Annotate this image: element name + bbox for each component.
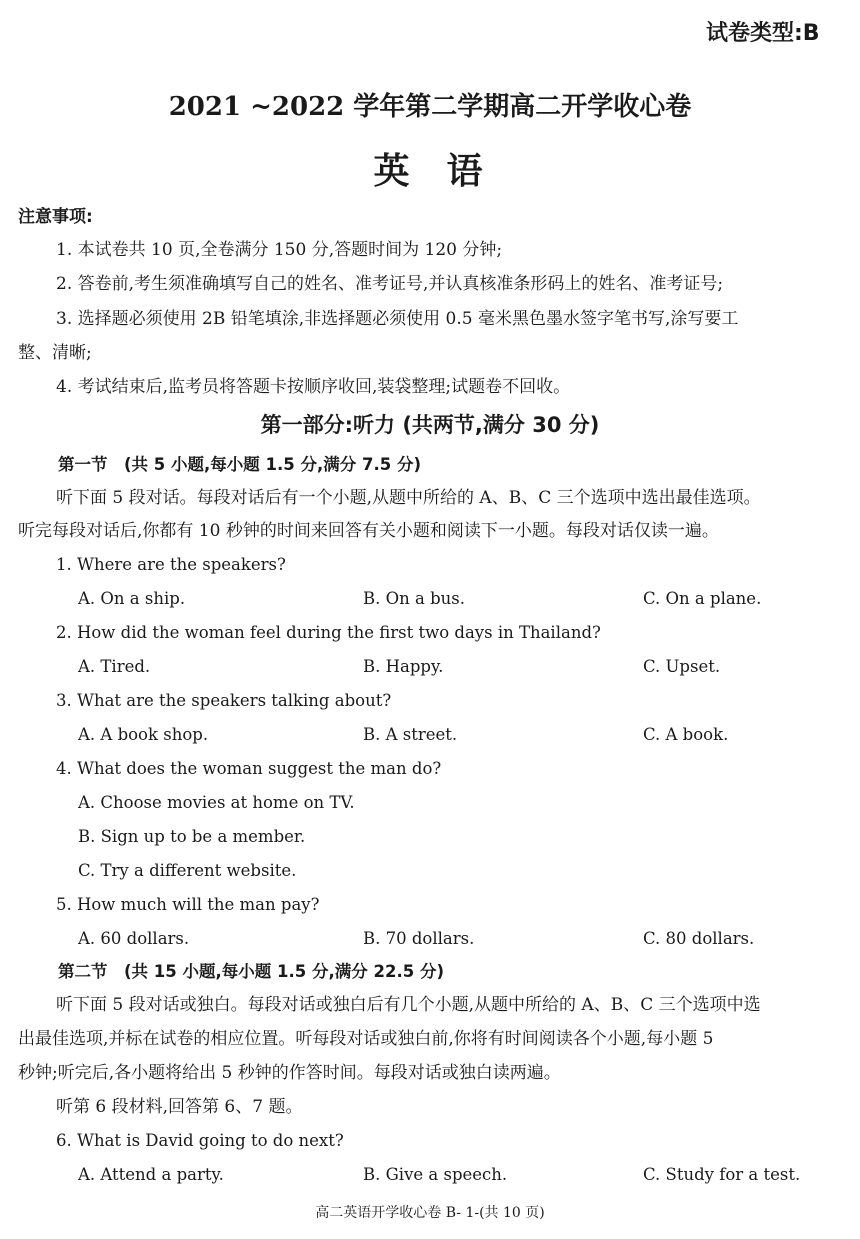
question-2-stem: 2. How did the woman feel during the first two days in Thailand?	[56, 623, 601, 642]
question-5-option-a: A. 60 dollars.	[78, 929, 190, 948]
notice-item-4: 4. 考试结束后,监考员将答题卡按顺序收回,装袋整理;试题卷不回收。	[56, 377, 571, 397]
section1-instruction-1: 听下面 5 段对话。每段对话后有一个小题,从题中所给的 A、B、C 三个选项中选出最佳选项。	[56, 488, 761, 508]
question-3-option-c: C. A book.	[643, 725, 729, 744]
question-6-option-b: B. Give a speech.	[363, 1165, 508, 1184]
section2-title: 第二节 (共 15 小题,每小题 1.5 分,满分 22.5 分)	[58, 962, 444, 981]
question-4-option-a: A. Choose movies at home on TV.	[78, 793, 355, 812]
question-5-stem: 5. How much will the man pay?	[56, 895, 320, 914]
notice-item-1: 1. 本试卷共 10 页,全卷满分 150 分,答题时间为 120 分钟;	[56, 240, 503, 260]
question-2-option-a: A. Tired.	[78, 657, 151, 676]
question-4-option-c: C. Try a different website.	[78, 861, 297, 880]
section2-instruction-2: 出最佳选项,并标在试卷的相应位置。听每段对话或独白前,你将有时间阅读各个小题,每小题 5	[18, 1029, 714, 1049]
question-2-option-c: C. Upset.	[643, 657, 721, 676]
notice-item-3: 3. 选择题必须使用 2B 铅笔填涂,非选择题必须使用 0.5 毫米黑色墨水签字笔书写,涂写要工	[56, 309, 739, 329]
material-note: 听第 6 段材料,回答第 6、7 题。	[56, 1097, 303, 1117]
question-4-stem: 4. What does the woman suggest the man do?	[56, 759, 442, 778]
section1-title: 第一节 (共 5 小题,每小题 1.5 分,满分 7.5 分)	[58, 455, 422, 474]
section1-instruction-2: 听完每段对话后,你都有 10 秒钟的时间来回答有关小题和阅读下一小题。每段对话仅读一遍。	[18, 521, 719, 541]
question-1-option-b: B. On a bus.	[363, 589, 465, 608]
section2-instruction-1: 听下面 5 段对话或独白。每段对话或独白后有几个小题,从题中所给的 A、B、C 三个选项中选	[56, 995, 761, 1015]
question-4-option-b: B. Sign up to be a member.	[78, 827, 306, 846]
question-3-option-a: A. A book shop.	[78, 725, 209, 744]
subject-title: 英 语	[373, 151, 487, 192]
question-3-option-b: B. A street.	[363, 725, 458, 744]
question-5-option-c: C. 80 dollars.	[643, 929, 755, 948]
section2-instruction-3: 秒钟;听完后,各小题将给出 5 秒钟的作答时间。每段对话或独白读两遍。	[18, 1063, 561, 1083]
page-footer: 高二英语开学收心卷 B- 1-(共 10 页)	[315, 1205, 545, 1221]
question-1-option-c: C. On a plane.	[643, 589, 762, 608]
part1-title: 第一部分:听力 (共两节,满分 30 分)	[260, 413, 600, 437]
question-3-stem: 3. What are the speakers talking about?	[56, 691, 392, 710]
paper-type-label: 试卷类型:B	[706, 21, 820, 46]
notice-item-2: 2. 答卷前,考生须准确填写自己的姓名、准考证号,并认真核准条形码上的姓名、准考证号;	[56, 274, 724, 294]
question-6-stem: 6. What is David going to do next?	[56, 1131, 344, 1150]
question-6-option-a: A. Attend a party.	[78, 1165, 224, 1184]
question-1-option-a: A. On a ship.	[78, 589, 186, 608]
question-2-option-b: B. Happy.	[363, 657, 444, 676]
notice-item-3-cont: 整、清晰;	[18, 343, 92, 363]
question-1-stem: 1. Where are the speakers?	[56, 555, 286, 574]
notice-heading: 注意事项:	[18, 207, 93, 227]
question-5-option-b: B. 70 dollars.	[363, 929, 475, 948]
exam-title: 2021 ~2022 学年第二学期高二开学收心卷	[168, 92, 692, 122]
question-6-option-c: C. Study for a test.	[643, 1165, 801, 1184]
